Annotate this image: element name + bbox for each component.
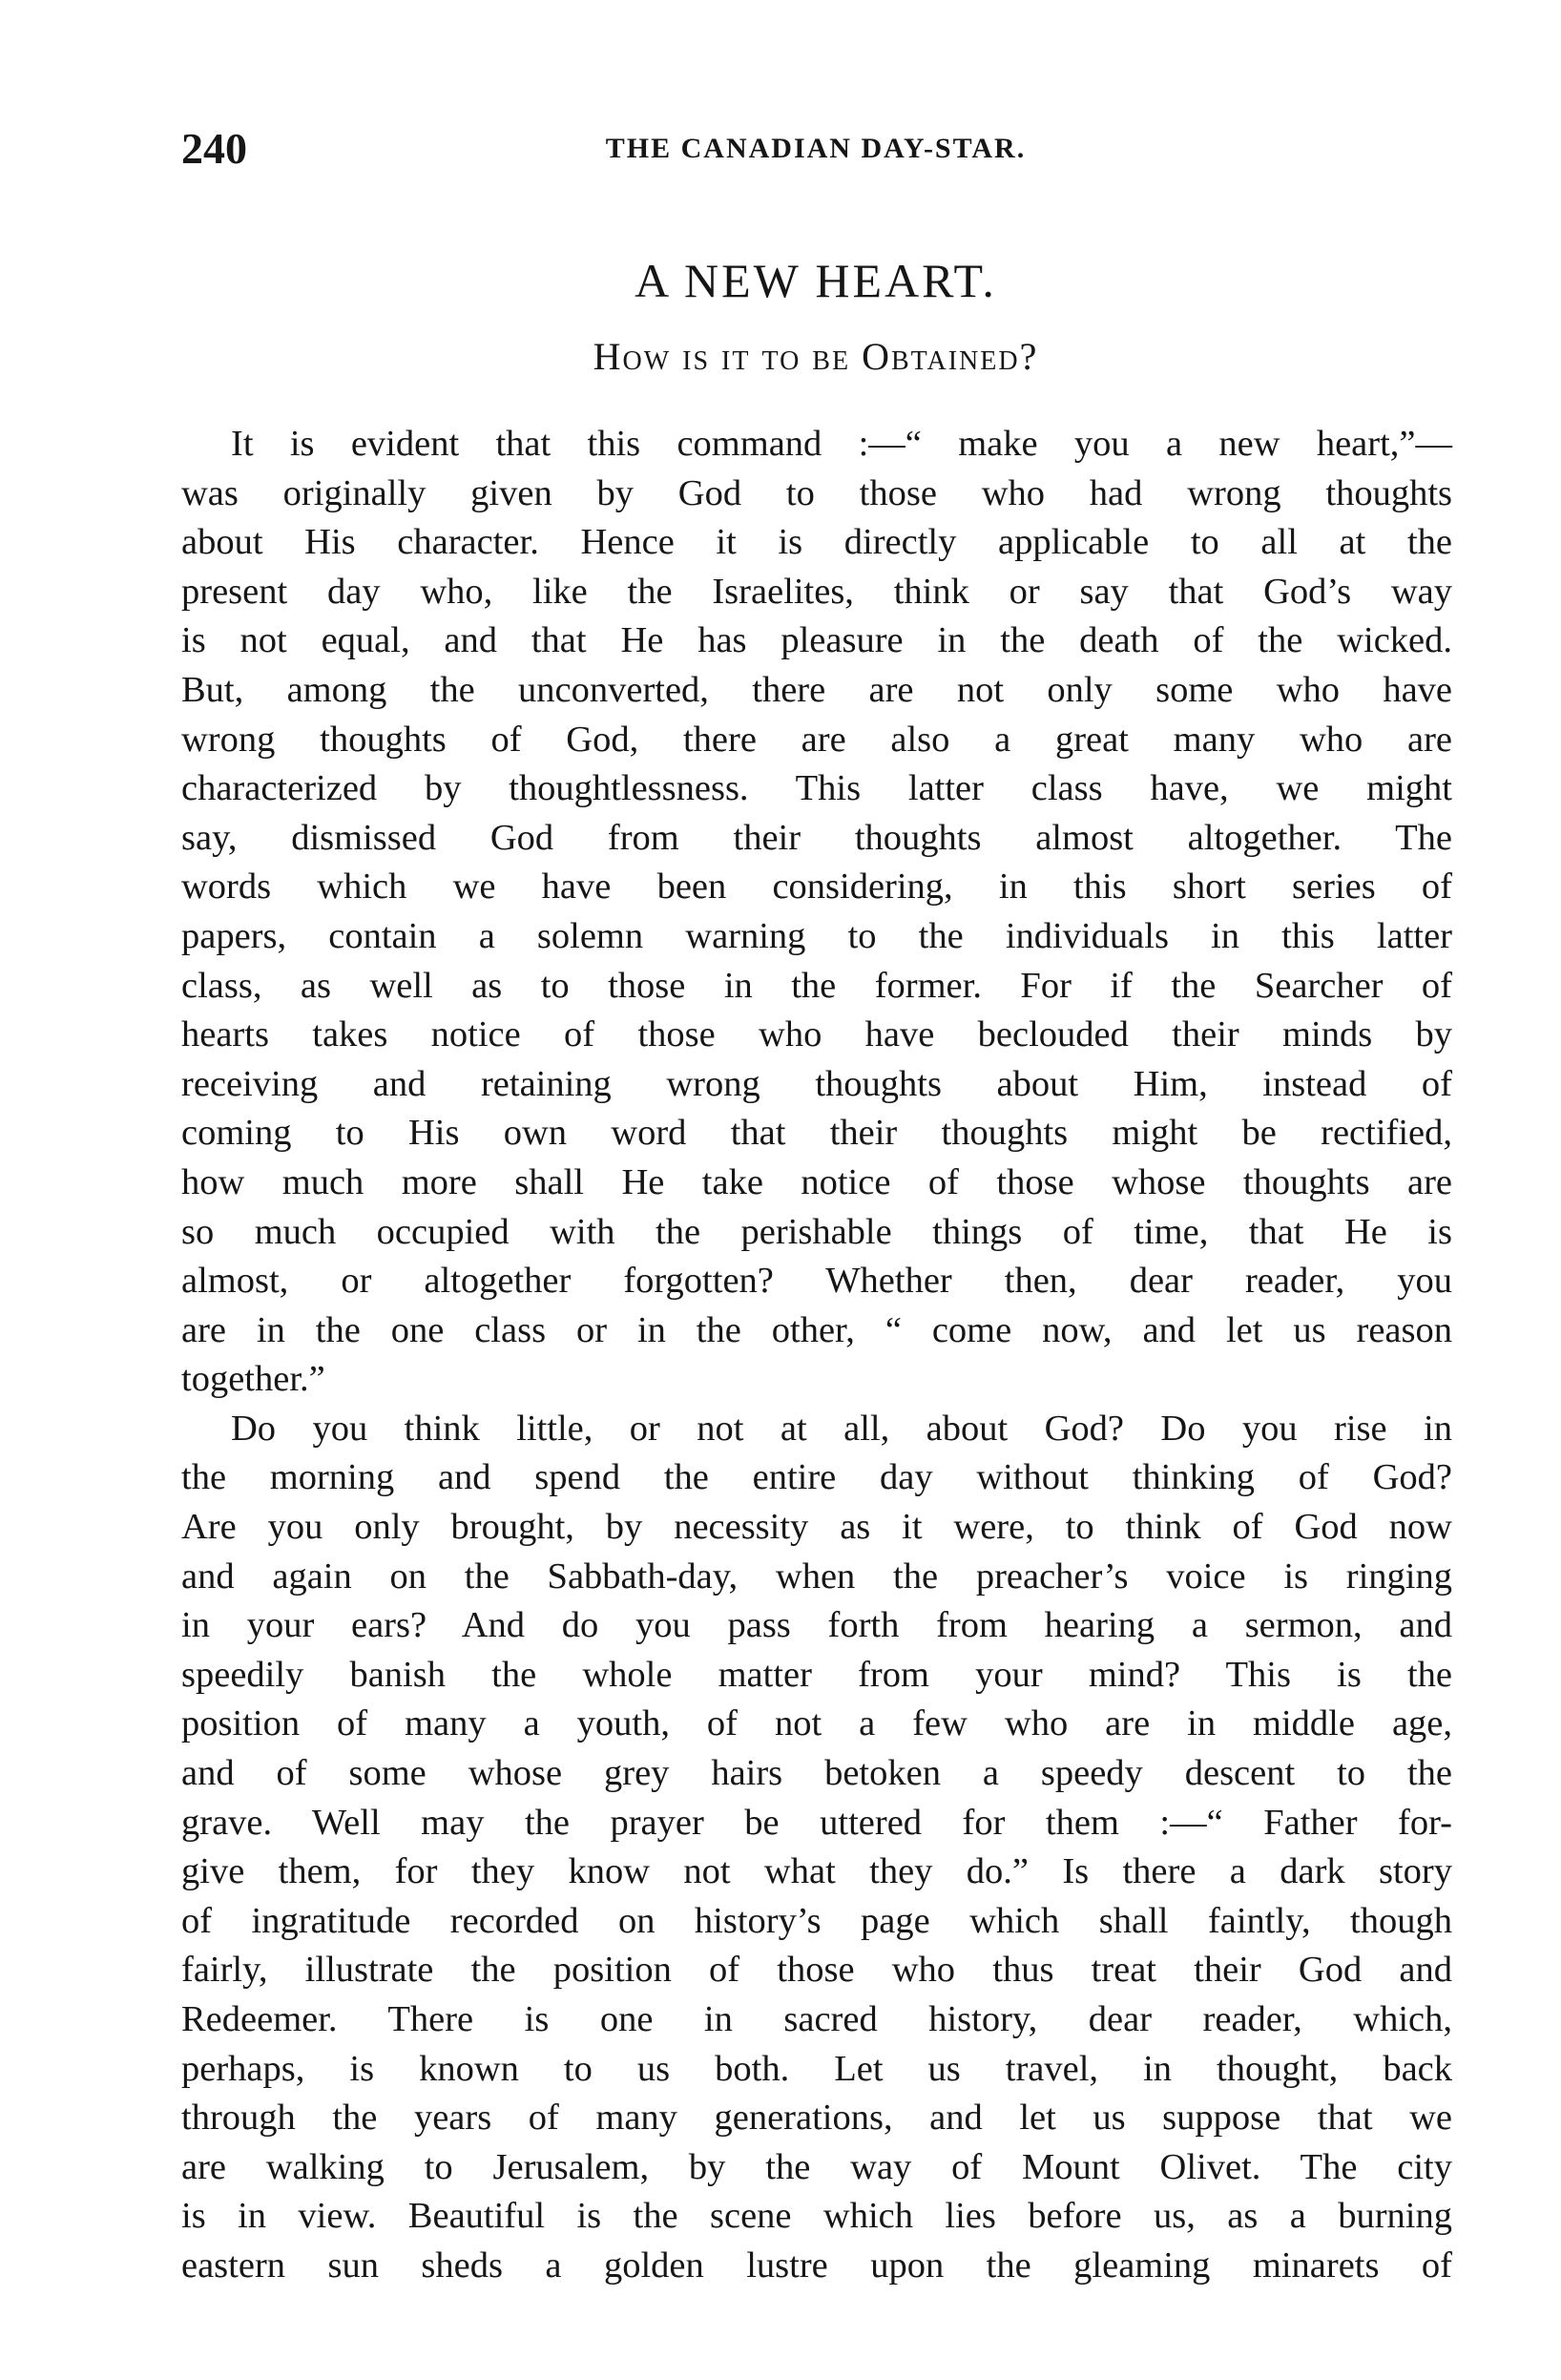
text-line: wrong thoughts of God, there are also a great many who are	[181, 719, 1452, 760]
text-line: give them, for they know not what they do.” Is there a dark story	[181, 1851, 1452, 1892]
text-line: fairly, illustrate the position of those who thus treat their God and	[181, 1950, 1452, 1991]
text-line: are in the one class or in the other, “ come now, and let us reason	[181, 1309, 1452, 1350]
article-title: A NEW HEART.	[635, 254, 997, 307]
text-line: the morning and spend the entire day without thinking of God?	[181, 1457, 1452, 1498]
text-line: grave. Well may the prayer be uttered for them :—“ Father for-	[181, 1802, 1452, 1843]
text-line: about His character. Hence it is directly applicable to all at the	[181, 522, 1452, 563]
text-line: It is evident that this command :—“ make you a new heart,”—	[231, 424, 1452, 464]
text-line: through the years of many generations, and let us suppose that we	[181, 2098, 1452, 2139]
text-line: class, as well as to those in the former. For if the Searcher of	[181, 965, 1452, 1006]
page-number: 240	[181, 124, 247, 173]
text-line: papers, contain a solemn warning to the individuals in this latter	[181, 915, 1452, 956]
text-line: characterized by thoughtlessness. This latter class have, we might	[181, 768, 1452, 809]
text-line: receiving and retaining wrong thoughts about Him, instead of	[181, 1063, 1452, 1104]
text-line: Do you think little, or not at all, about God? Do you rise in	[231, 1408, 1452, 1449]
text-line: together.”	[181, 1359, 325, 1400]
journal-title: THE CANADIAN DAY-STAR.	[605, 133, 1027, 164]
text-line: position of many a youth, of not a few who are in middle age,	[181, 1703, 1452, 1744]
paragraph-1	[181, 420, 1452, 1405]
running-head	[181, 120, 1450, 177]
text-line: speedily banish the whole matter from your mind? This is the	[181, 1654, 1452, 1695]
text-line: so much occupied with the perishable things of time, that He is	[181, 1211, 1452, 1252]
article-subtitle: How is it to be Obtained?	[593, 335, 1039, 378]
text-line: was originally given by God to those who had wrong thoughts	[181, 472, 1452, 513]
text-line: say, dismissed God from their thoughts almost altogether. The	[181, 817, 1452, 858]
paragraph-2	[181, 1405, 1452, 2291]
text-line: are walking to Jerusalem, by the way of Mount Olivet. The city	[181, 2146, 1452, 2187]
text-line: in your ears? And do you pass forth from hearing a sermon, and	[181, 1605, 1452, 1646]
text-line: almost, or altogether forgotten? Whether then, dear reader, you	[181, 1261, 1452, 1302]
text-line: Redeemer. There is one in sacred history, dear reader, which,	[181, 1999, 1452, 2039]
text-line: words which we have been considering, in this short series of	[181, 866, 1452, 908]
article-body	[181, 420, 1452, 2291]
text-line: perhaps, is known to us both. Let us travel, in thought, back	[181, 2048, 1452, 2089]
text-line: present day who, like the Israelites, think or say that God’s way	[181, 571, 1452, 612]
text-line: how much more shall He take notice of those whose thoughts are	[181, 1161, 1452, 1202]
text-line: coming to His own word that their thoughts might be rectified,	[181, 1113, 1452, 1154]
text-line: and of some whose grey hairs betoken a speedy descent to the	[181, 1753, 1452, 1794]
text-line: is in view. Beautiful is the scene which lies before us, as a burning	[181, 2196, 1452, 2237]
text-line: But, among the unconverted, there are not only some who have	[181, 669, 1452, 710]
text-line: and again on the Sabbath-day, when the preacher’s voice is ringing	[181, 1555, 1452, 1597]
text-line: hearts takes notice of those who have beclouded their minds by	[181, 1014, 1452, 1055]
text-line: of ingratitude recorded on history’s page which shall faintly, though	[181, 1900, 1452, 1941]
text-line: eastern sun sheds a golden lustre upon the gleaming minarets of	[181, 2244, 1452, 2286]
text-line: Are you only brought, by necessity as it were, to think of God now	[181, 1507, 1452, 1548]
text-line: is not equal, and that He has pleasure in the death of the wicked.	[181, 620, 1452, 661]
